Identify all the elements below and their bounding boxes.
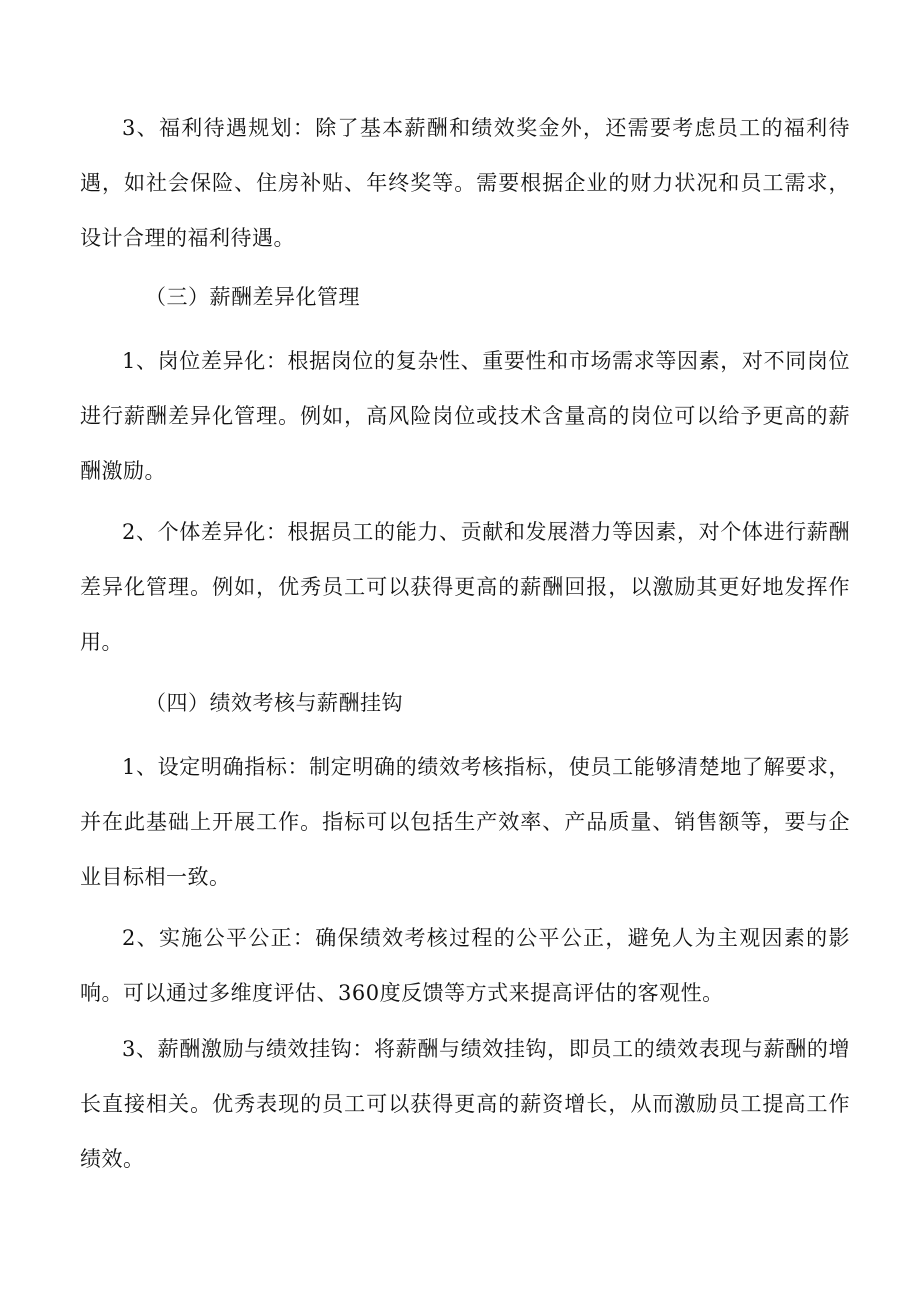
paragraph-position-differentiation: 1、岗位差异化：根据岗位的复杂性、重要性和市场需求等因素，对不同岗位进行薪酬差异化管理。例如，高风险岗位或技术含量高的岗位可以给予更高的薪酬激励。 [80, 349, 850, 483]
paragraph-fairness: 2、实施公平公正：确保绩效考核过程的公平公正，避免人为主观因素的影响。可以通过多维度评估、360度反馈等方式来提高评估的客观性。 [80, 926, 850, 1005]
paragraph-benefits-plan: 3、福利待遇规划：除了基本薪酬和绩效奖金外，还需要考虑员工的福利待遇，如社会保险、住房补贴、年终奖等。需要根据企业的财力状况和员工需求，设计合理的福利待遇。 [80, 116, 850, 250]
section-heading-salary-differentiation: （三）薪酬差异化管理 [145, 285, 360, 309]
paragraph-pay-performance-link: 3、薪酬激励与绩效挂钩：将薪酬与绩效挂钩，即员工的绩效表现与薪酬的增长直接相关。优秀表现的员工可以获得更高的薪资增长，从而激励员工提高工作绩效。 [80, 1037, 850, 1171]
section-heading-performance-pay-link: （四）绩效考核与薪酬挂钩 [145, 691, 403, 715]
paragraph-individual-differentiation: 2、个体差异化：根据员工的能力、贡献和发展潜力等因素，对个体进行薪酬差异化管理。例如，优秀员工可以获得更高的薪酬回报，以激励其更好地发挥作用。 [80, 520, 850, 654]
paragraph-clear-indicators: 1、设定明确指标：制定明确的绩效考核指标，使员工能够清楚地了解要求，并在此基础上开展工作。指标可以包括生产效率、产品质量、销售额等，要与企业目标相一致。 [80, 755, 850, 889]
